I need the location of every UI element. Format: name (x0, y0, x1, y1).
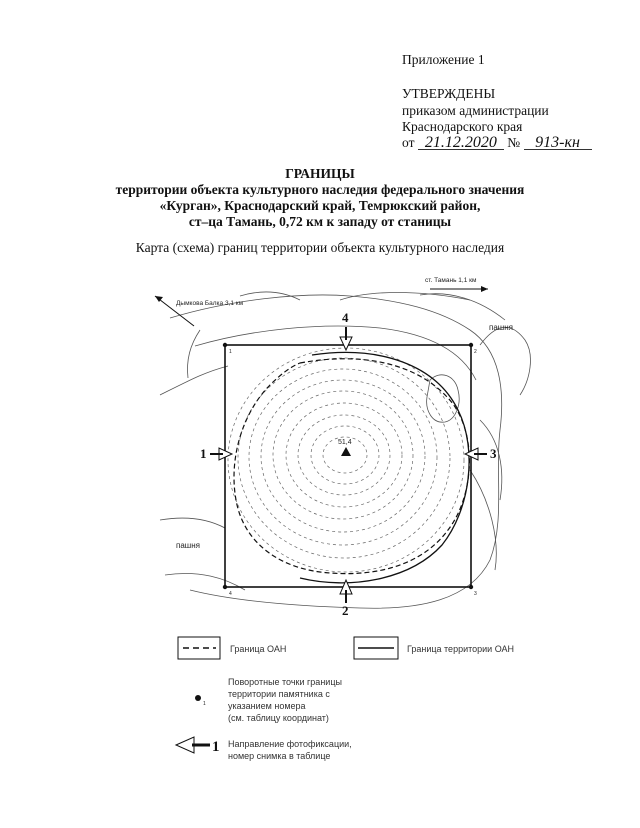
mound-contours (228, 348, 464, 572)
date-value: 21.12.2020 (418, 136, 504, 150)
approved-label: УТВЕРЖДЕНЫ (402, 86, 496, 101)
turning-points (223, 343, 473, 589)
photo-point-4 (340, 310, 352, 350)
legend-turning-points-line: Поворотные точки границы (228, 677, 342, 687)
region-label: Краснодарского края (402, 119, 523, 134)
order-label: приказом администрации (402, 103, 549, 118)
legend-turning-points-text (228, 676, 342, 724)
title-line-3: ст–ца Тамань, 0,72 км к западу от станицы (188, 214, 452, 229)
corner-label-1: 1 (229, 349, 232, 355)
small-depression (427, 375, 459, 422)
territory-boundary-line (300, 352, 469, 582)
legend-photo-direction-line: Направление фотофиксации, (228, 739, 352, 749)
photo-number-2: 2 (342, 603, 349, 618)
arrowhead-icon (481, 286, 488, 292)
corner-label-3: 3 (474, 591, 477, 597)
direction-label-top-left: Дымкова Балка 3,1 км (176, 300, 244, 307)
date-prefix: от (402, 135, 415, 150)
photo-number-3: 3 (490, 446, 497, 461)
territory-boundary-square (225, 345, 471, 587)
number-prefix: № (507, 135, 521, 150)
turning-point-marker (469, 585, 473, 589)
legend-photo-number: 1 (212, 739, 220, 755)
number-value: 913-кн (524, 136, 592, 150)
photo-point-2 (340, 580, 352, 618)
legend-turning-points-line: территории памятника с (228, 689, 330, 699)
direction-arrow-top-right (430, 286, 488, 292)
title-line-2: «Курган», Краснодарский край, Темрюкский район, (159, 198, 481, 213)
field-label-right: пашня (489, 323, 513, 332)
photo-number-4: 4 (342, 310, 349, 325)
summit-elevation-label: 51,4 (338, 439, 352, 446)
legend-photo-arrow-icon (176, 737, 194, 753)
legend-oan-label: Граница ОАН (230, 644, 287, 654)
legend-photo-direction-text (228, 738, 352, 762)
photo-number-1: 1 (200, 446, 207, 461)
corner-label-2: 2 (474, 349, 477, 355)
legend-turning-point-icon (195, 695, 201, 701)
turning-point-marker (223, 343, 227, 347)
turning-point-marker (223, 585, 227, 589)
legend-turning-point-index: 1 (203, 701, 206, 707)
legend-turning-points-line: (см. таблицу координат) (228, 713, 329, 723)
appendix-label: Приложение 1 (402, 52, 485, 67)
oan-boundary-line (234, 359, 469, 574)
turning-point-marker (469, 343, 473, 347)
legend-turning-points-line: указанием номера (228, 701, 306, 711)
map-caption: Карта (схема) границ территории объекта культурного наследия (135, 240, 505, 255)
direction-label-top-right: ст. Тамань 1,1 км (425, 277, 477, 284)
photo-point-1 (200, 446, 232, 461)
field-label-left: пашня (176, 541, 200, 550)
summit-triangle-icon (341, 447, 351, 456)
legend-photo-direction-line: номер снимка в таблице (228, 751, 331, 761)
document-heading: ГРАНИЦЫ (285, 166, 355, 181)
corner-label-4: 4 (229, 591, 232, 597)
legend-territory-label: Граница территории ОАН (407, 644, 514, 654)
title-line-1: территории объекта культурного наследия федерального значения (115, 182, 525, 197)
